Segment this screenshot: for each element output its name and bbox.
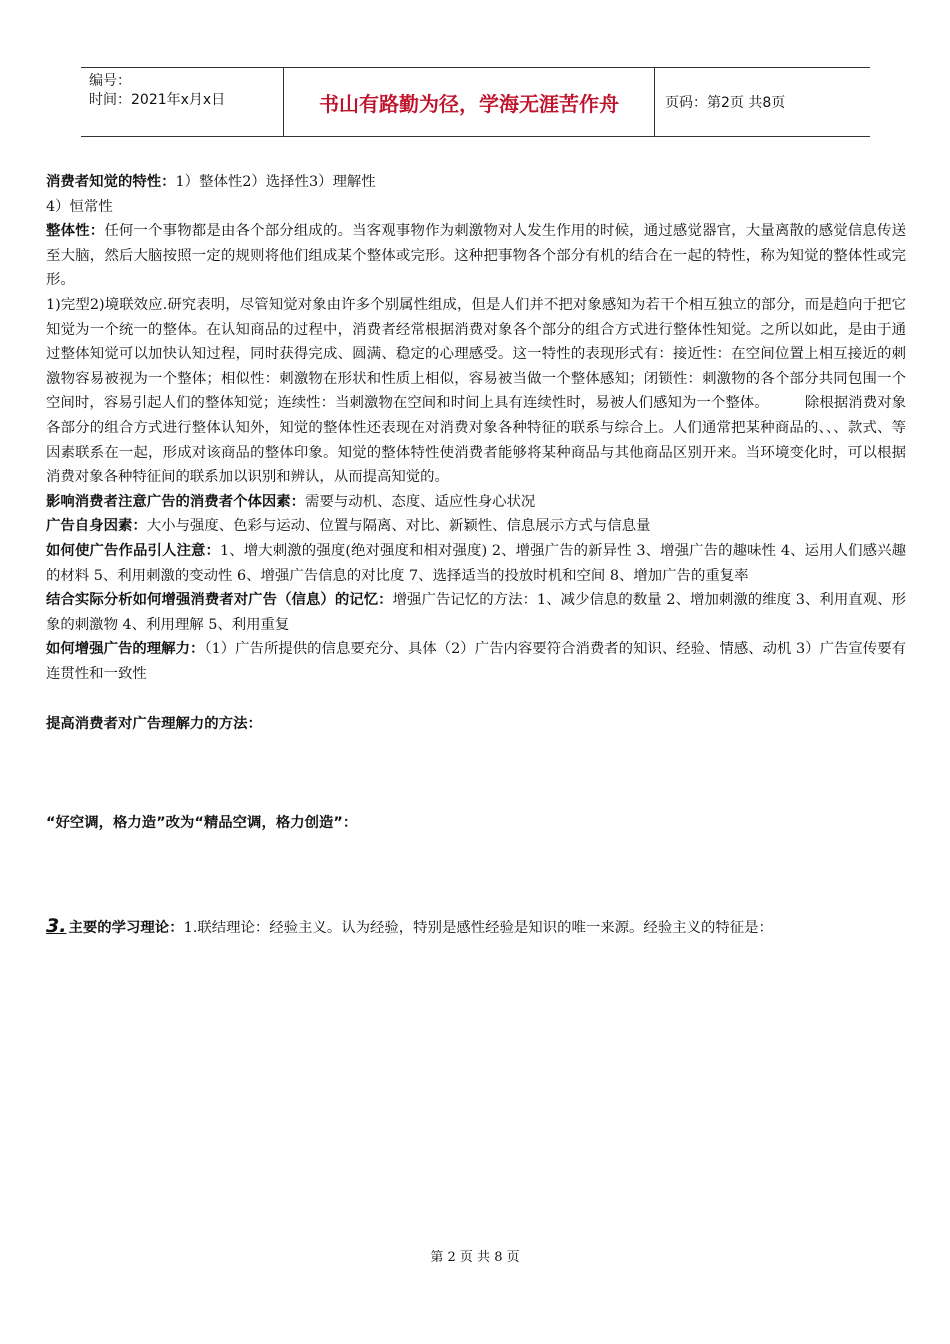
individual-factors-heading: 影响消费者注意广告的消费者个体因素： (46, 493, 306, 510)
document-body (46, 170, 906, 940)
page-header (81, 67, 870, 137)
memory-paragraph (46, 588, 906, 637)
ad-factors-paragraph (46, 514, 906, 539)
header-motto: 书山有路勤为径，学海无涯苦作舟 (283, 68, 655, 136)
improve-understanding-heading: 提高消费者对广告理解力的方法： (46, 716, 262, 733)
ad-factors-heading: 广告自身因素： (46, 518, 147, 535)
spacer (46, 686, 906, 712)
document-number-label: 编号： (89, 73, 131, 89)
memory-heading: 结合实际分析如何增强消费者对广告（信息）的记忆： (46, 592, 393, 609)
learning-theory-body: 1.联结理论：经验主义。认为经验，特别是感性经验是知识的唯一来源。经验主义的特征是： (183, 919, 773, 936)
learning-theory-paragraph (46, 914, 906, 941)
attention-paragraph (46, 539, 906, 588)
wholeness-detail: 1)完型2)境联效应.研究表明，尽管知觉对象由许多个别属性组成，但是人们并不把对象感知为若干个相互独立的部分，而是趋向于把它知觉为一个统一的整体。在认知商品的过程中，消费者经常根据消费对象各个部分的组合方式进行整体性知觉。之所以如此，是由于通过整体知觉可以加快认知过程，同时获得完成、圆满、稳定的心理感受。这一特性的表现形式有：接近性：在空间位置上相互接近的刺激物容易被视为一个整体；相似性：刺激物在形状和性质上相似，容易被当做一个整体感知；闭锁性：刺激物的各个部分共同包围一个空间时，容易引起人们的整体知觉；连续性：当刺激物在空间和时间上具有连续性时，易被人们感知为一个整体。 除根据消费对象各部分的组合方式进行整体认知外，知觉的整体性还表现在对消费对象各种特征的联系与综合上。人们通常把某种商品的、、、款式、等因素联系在一起，形成对该商品的整体印象。知觉的整体特性使消费者能够将某种商品与其他商品区别开来。当环境变化时，可以根据消费对象各种特征间的联系加以识别和辨认，从而提高知觉的。 (46, 296, 906, 486)
perception-paragraph (46, 170, 906, 195)
individual-factors-paragraph (46, 490, 906, 515)
spacer (46, 737, 906, 811)
document-date-label: 时间：2021年x月x日 (89, 92, 226, 108)
wholeness-heading: 整体性： (46, 223, 105, 240)
page-footer: 第 2 页 共 8 页 (430, 1250, 520, 1265)
header-page-info: 页码：第2页 共8页 (665, 95, 786, 111)
slogan-heading: “好空调，格力造”改为“精品空调，格力创造”： (46, 815, 358, 832)
memory-body: 增强广告记忆的方法：1、减少信息的数量 2、增加刺激的维度 3、利用直观、形象的刺激物 4、利用理解 5、利用重复 (46, 592, 906, 633)
wholeness-paragraph (46, 219, 906, 293)
perception-items-2: 4）恒常性 (46, 198, 113, 215)
section-number: 3. (46, 914, 67, 937)
understanding-heading: 如何增强广告的理解力： (46, 641, 205, 658)
perception-items-1: 1）整体性2）选择性3）理解性 (175, 174, 376, 190)
learning-theory-heading: 主要的学习理论： (68, 919, 184, 936)
header-info-cell (81, 68, 283, 136)
wholeness-body: 任何一个事物都是由各个部分组成的。当客观事物作为刺激物对人发生作用的时候，通过感觉器官，大量离散的感觉信息传送至大脑，然后大脑按照一定的规则将他们组成某个整体或完形。这种把事物各个部分有机的结合在一起的特性，称为知觉的整体性或完形。 (46, 223, 906, 289)
attention-body: 1、增大刺激的强度(绝对强度和相对强度) 2、增强广告的新异性 3、增强广告的趣味性 4、运用人们感兴趣的材料 5、利用刺激的变动性 6、增强广告信息的对比度 7、选择适当的投放时机和空间 8、增加广告的重复率 (46, 542, 906, 584)
understanding-paragraph (46, 637, 906, 686)
individual-factors-body: 需要与动机、态度、适应性身心状况 (305, 493, 536, 510)
perception-heading: 消费者知觉的特性： (46, 174, 176, 190)
ad-factors-body: 大小与强度、色彩与运动、位置与隔离、对比、新颖性、信息展示方式与信息量 (146, 518, 651, 535)
attention-heading: 如何使广告作品引人注意： (46, 542, 221, 559)
spacer (46, 836, 906, 914)
understanding-body: （1）广告所提供的信息要充分、具体（2）广告内容要符合消费者的知识、经验、情感、动机 3）广告宣传要有连贯性和一致性 (46, 641, 906, 682)
